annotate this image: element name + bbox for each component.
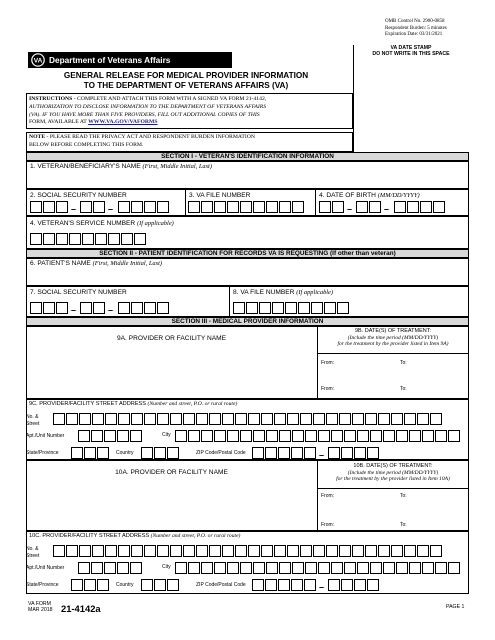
provider-9b-label: 9B. DATE(S) OF TREATMENT:	[354, 328, 432, 334]
date-of-birth-label: 4. DATE OF BIRTH (MM/DD/YYYY)	[319, 192, 420, 199]
divider	[315, 189, 316, 216]
ssn-input-part3[interactable]	[118, 201, 170, 213]
provider-9c-zip-part1[interactable]	[252, 447, 317, 459]
dob-month-input[interactable]	[319, 201, 345, 213]
provider-9c-label: 9C. PROVIDER/FACILITY STREET ADDRESS (Number and street, P.O. or rural route)	[29, 401, 238, 407]
provider-10b-to-label-2: To:	[400, 522, 407, 528]
provider-9b-hint1: (Include the time period (MM/DD/YYYY)	[347, 334, 439, 341]
provider-10b-from-label-2: From:	[321, 522, 335, 528]
ssn-label: 2. SOCIAL SECURITY NUMBER	[30, 192, 127, 199]
instructions-line4: FORM, AVAILABLE AT	[29, 119, 89, 126]
patient-name-label: 6. PATIENT'S NAME (First, Middle Initial, Last)	[30, 260, 162, 267]
form-title-line2: TO THE DEPARTMENT OF VETERANS AFFAIRS (VA)	[83, 80, 289, 90]
page-number: PAGE 1	[446, 604, 465, 610]
note-box	[26, 132, 353, 152]
patient-ssn-part3[interactable]	[118, 302, 170, 314]
divider	[229, 286, 230, 317]
dob-year-input[interactable]	[394, 201, 446, 213]
form-number: 21-4142a	[61, 603, 101, 614]
form-title	[28, 71, 344, 90]
provider-10a-label: 10A. PROVIDER OR FACILITY NAME	[115, 469, 228, 476]
ssn-input-part2[interactable]	[80, 201, 106, 213]
expiration-date: Expiration Date: 03/31/2021	[385, 32, 443, 38]
provider-9b-from-input-1[interactable]	[335, 357, 395, 368]
dob-dash-2: –	[384, 204, 390, 214]
apt-label-2: Apt./Unit Number	[26, 565, 65, 571]
provider-10c-country-input[interactable]	[141, 579, 180, 591]
divider	[185, 189, 186, 216]
provider-9c-country-input[interactable]	[141, 447, 180, 459]
va-seal-icon	[31, 53, 45, 67]
agency-name: Department of Veterans Affairs	[49, 55, 171, 65]
zip-label-2: ZIP Code/Postal Code	[196, 582, 246, 588]
provider-10b-from-input-2[interactable]	[335, 519, 395, 530]
service-number-input[interactable]	[30, 233, 147, 245]
ssn-dash-2: –	[108, 204, 114, 214]
instructions-box	[26, 93, 353, 129]
provider-9b-hint2: for the treatment by the provider listed in Item 9A)	[337, 341, 449, 348]
svg-text:VA: VA	[33, 57, 43, 65]
provider-9c-city-input[interactable]	[175, 430, 461, 442]
va-form-label: VA FORM	[28, 601, 51, 607]
note-lead: NOTE	[29, 134, 46, 140]
veteran-name-label: 1. VETERAN/BENEFICIARY'S NAME (First, Middle Initial, Last)	[30, 163, 212, 170]
zip-dash-2: –	[319, 582, 325, 592]
divider	[317, 353, 469, 354]
omb-info	[385, 19, 447, 39]
country-label: Country	[116, 450, 134, 456]
va-file-number-input[interactable]	[188, 201, 305, 213]
section3-header: SECTION III - MEDICAL PROVIDER INFORMATION	[26, 317, 469, 327]
provider-10b-to-input-1[interactable]	[410, 490, 465, 501]
state-label: State/Province	[26, 450, 59, 456]
instructions-line2: AUTHORIZATION TO DISCLOSE INFORMATION TO THE DEPARTMENT OF VETERANS AFFAIRS	[29, 103, 267, 110]
note-line1: - PLEASE READ THE PRIVACY ACT AND RESPONDENT BURDEN INFORMATION	[45, 134, 255, 140]
omb-control-number: OMB Control No. 2900-0858	[385, 19, 445, 24]
apt-label: Apt./Unit Number	[26, 433, 65, 439]
date-stamp-note: DO NOT WRITE IN THIS SPACE	[372, 51, 450, 57]
provider-9c-zip-part2[interactable]	[328, 447, 380, 459]
provider-10c-street-input[interactable]	[53, 545, 443, 557]
no-street-label-2: No. & Street	[26, 546, 40, 559]
date-stamp-border	[353, 45, 354, 152]
dob-day-input[interactable]	[356, 201, 382, 213]
patient-ssn-label: 7. SOCIAL SECURITY NUMBER	[30, 289, 127, 296]
provider-10b-hint2: for the treatment by the provider listed in Item 10A)	[336, 476, 450, 483]
zip-dash: –	[319, 450, 325, 460]
provider-9c-state-input[interactable]	[71, 447, 110, 459]
provider-9c-apt-input[interactable]	[78, 430, 143, 442]
provider-9a-name-input[interactable]	[26, 343, 317, 398]
instructions-lead: INSTRUCTIONS	[29, 96, 73, 102]
country-label-2: Country	[116, 582, 134, 588]
provider-9b-from-input-2[interactable]	[335, 383, 395, 394]
patient-ssn-part1[interactable]	[30, 302, 69, 314]
ssn-dash-1: –	[71, 204, 77, 214]
divider	[317, 488, 469, 489]
provider-10b-header	[317, 463, 469, 483]
provider-10c-zip-part1[interactable]	[252, 579, 317, 591]
va-file-number-label: 3. VA FILE NUMBER	[189, 192, 251, 199]
date-stamp-area	[353, 45, 469, 57]
patient-ssn-dash-1: –	[71, 305, 77, 315]
va-forms-link[interactable]: WWW.VA.GOV/VAFORMS	[88, 119, 158, 126]
provider-9b-to-label-2: To:	[400, 386, 407, 392]
form-title-line1: GENERAL RELEASE FOR MEDICAL PROVIDER INFORMATION	[63, 71, 309, 80]
veteran-name-field[interactable]	[26, 160, 469, 189]
provider-9b-from-label-2: From:	[321, 386, 335, 392]
provider-9b-to-input-1[interactable]	[410, 357, 465, 368]
provider-10c-apt-input[interactable]	[78, 562, 143, 574]
patient-name-field[interactable]	[26, 257, 469, 286]
state-label-2: State/Province	[26, 582, 59, 588]
no-street-label: No. & Street	[26, 414, 40, 427]
provider-10c-zip-part2[interactable]	[328, 579, 380, 591]
provider-9b-to-input-2[interactable]	[410, 383, 465, 394]
provider-10a-name-input[interactable]	[26, 477, 317, 530]
provider-10b-from-label: From:	[321, 493, 335, 499]
note-line2: BELOW BEFORE COMPLETING THIS FORM.	[29, 141, 144, 148]
patient-va-file-label: 8. VA FILE NUMBER (If applicable)	[233, 289, 334, 296]
ssn-input-part1[interactable]	[30, 201, 69, 213]
respondent-burden: Respondent Burden: 5 minutes	[385, 25, 447, 31]
patient-ssn-dash-2: –	[108, 305, 114, 315]
agency-banner	[28, 52, 232, 68]
provider-10b-label: 10B. DATE(S) OF TREATMENT:	[353, 463, 433, 469]
form-date: MAR 2018	[28, 607, 53, 614]
provider-10c-city-input[interactable]	[175, 562, 461, 574]
provider-10c-label: 10C. PROVIDER/FACILITY STREET ADDRESS (Number and street, P.O. or rural route)	[29, 533, 241, 539]
zip-label: ZIP Code/Postal Code	[196, 450, 246, 456]
provider-9b-header	[317, 328, 469, 348]
provider-10b-from-input-1[interactable]	[335, 490, 395, 501]
instructions-line1: - COMPLETE AND ATTACH THIS FORM WITH A SIGNED VA FORM 21-4142,	[72, 96, 267, 102]
provider-10b-hint1: (Include the time period (MM/DD/YYYY)	[347, 469, 439, 476]
dob-dash-1: –	[347, 204, 353, 214]
patient-ssn-part2[interactable]	[80, 302, 106, 314]
section2-header: SECTION II - PATIENT IDENTIFICATION FOR RECORDS VA IS REQUESTING (If other than veteran)	[26, 249, 469, 259]
city-label: City	[162, 432, 171, 438]
service-number-label: 4. VETERAN'S SERVICE NUMBER (If applicable)	[30, 220, 174, 227]
provider-10b-to-input-2[interactable]	[410, 519, 465, 530]
provider-10b-to-label: To:	[400, 493, 407, 499]
provider-10c-state-input[interactable]	[71, 579, 110, 591]
form-footer-id	[28, 601, 53, 614]
city-label-2: City	[162, 564, 171, 570]
patient-va-file-input[interactable]	[233, 302, 350, 314]
section1-header: SECTION I - VETERAN'S IDENTIFICATION INFORMATION	[26, 152, 469, 162]
provider-9b-to-label: To:	[400, 360, 407, 366]
instructions-line3-italic: (VA). IF YOU HAVE MORE THAN FIVE PROVIDERS, FILL OUT ADDITIONAL COPIES OF THIS	[29, 111, 260, 118]
provider-9a-label: 9A. PROVIDER OR FACILITY NAME	[116, 335, 227, 342]
provider-9c-street-input[interactable]	[53, 413, 443, 425]
date-stamp-title: VA DATE STAMP	[390, 45, 432, 51]
provider-9b-from-label: From:	[321, 360, 335, 366]
